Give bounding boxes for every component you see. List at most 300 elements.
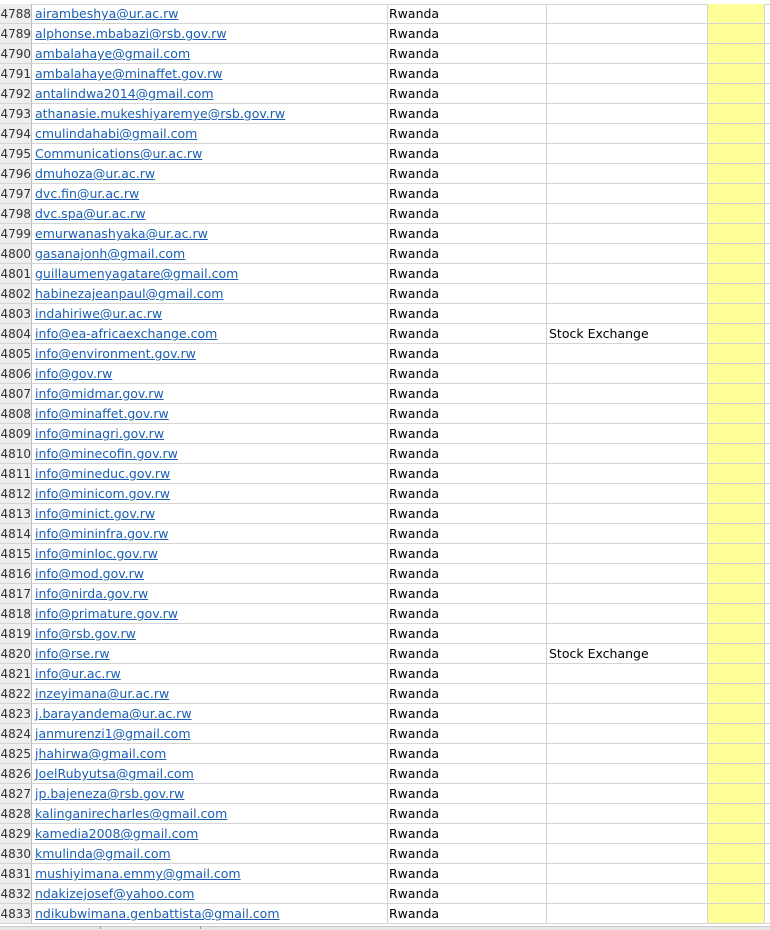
empty-cell[interactable]: [765, 444, 770, 464]
row-number[interactable]: 4805: [0, 344, 32, 364]
email-cell[interactable]: [32, 844, 388, 864]
country-cell[interactable]: Rwanda: [386, 84, 547, 104]
empty-cell[interactable]: [765, 844, 770, 864]
email-link[interactable]: dmuhoza@ur.ac.rw: [35, 166, 156, 181]
email-link[interactable]: info@ea-africaexchange.com: [35, 326, 218, 341]
country-cell[interactable]: Rwanda: [386, 24, 547, 44]
email-link[interactable]: kalinganirecharles@gmail.com: [35, 806, 228, 821]
country-cell[interactable]: Rwanda: [386, 164, 547, 184]
row-number[interactable]: 4815: [0, 544, 32, 564]
row-number[interactable]: 4818: [0, 604, 32, 624]
highlighted-cell[interactable]: [708, 244, 765, 264]
empty-cell[interactable]: [765, 624, 770, 644]
empty-cell[interactable]: [765, 784, 770, 804]
email-link[interactable]: jhahirwa@gmail.com: [35, 746, 167, 761]
row-number[interactable]: 4830: [0, 844, 32, 864]
empty-cell[interactable]: [765, 724, 770, 744]
email-link[interactable]: info@minloc.gov.rw: [35, 546, 158, 561]
country-cell[interactable]: Rwanda: [386, 544, 547, 564]
email-link[interactable]: ambalahaye@gmail.com: [35, 46, 191, 61]
country-cell[interactable]: Rwanda: [386, 424, 547, 444]
email-cell[interactable]: [32, 364, 388, 384]
email-cell[interactable]: [32, 4, 388, 24]
country-cell[interactable]: Rwanda: [386, 884, 547, 904]
country-cell[interactable]: Rwanda: [386, 644, 547, 664]
email-cell[interactable]: [32, 744, 388, 764]
email-link[interactable]: info@rse.rw: [35, 646, 110, 661]
country-cell[interactable]: Rwanda: [386, 764, 547, 784]
empty-cell[interactable]: [765, 84, 770, 104]
email-cell[interactable]: [32, 704, 388, 724]
email-link[interactable]: kmulinda@gmail.com: [35, 846, 171, 861]
email-cell[interactable]: [32, 544, 388, 564]
country-cell[interactable]: Rwanda: [386, 144, 547, 164]
email-cell[interactable]: [32, 624, 388, 644]
email-link[interactable]: info@mineduc.gov.rw: [35, 466, 171, 481]
empty-cell[interactable]: [765, 544, 770, 564]
highlighted-cell[interactable]: [708, 884, 765, 904]
empty-cell[interactable]: [765, 524, 770, 544]
country-cell[interactable]: Rwanda: [386, 704, 547, 724]
email-link[interactable]: airambeshya@ur.ac.rw: [35, 6, 179, 21]
empty-cell[interactable]: [765, 604, 770, 624]
row-number[interactable]: 4809: [0, 424, 32, 444]
empty-cell[interactable]: [765, 424, 770, 444]
email-link[interactable]: janmurenzi1@gmail.com: [35, 726, 191, 741]
row-number[interactable]: 4802: [0, 284, 32, 304]
country-cell[interactable]: Rwanda: [386, 304, 547, 324]
email-link[interactable]: info@gov.rw: [35, 366, 113, 381]
category-cell[interactable]: Stock Exchange: [546, 324, 708, 344]
highlighted-cell[interactable]: [708, 804, 765, 824]
row-number[interactable]: 4828: [0, 804, 32, 824]
row-number[interactable]: 4811: [0, 464, 32, 484]
country-cell[interactable]: Rwanda: [386, 4, 547, 24]
row-number[interactable]: 4831: [0, 864, 32, 884]
sheet-tab-bar[interactable]: [0, 926, 770, 930]
country-cell[interactable]: Rwanda: [386, 184, 547, 204]
category-cell[interactable]: [546, 224, 708, 244]
empty-cell[interactable]: [765, 904, 770, 924]
empty-cell[interactable]: [765, 24, 770, 44]
country-cell[interactable]: Rwanda: [386, 364, 547, 384]
country-cell[interactable]: Rwanda: [386, 224, 547, 244]
country-cell[interactable]: Rwanda: [386, 244, 547, 264]
empty-cell[interactable]: [765, 644, 770, 664]
category-cell[interactable]: [546, 84, 708, 104]
email-link[interactable]: JoelRubyutsa@gmail.com: [35, 766, 194, 781]
row-number[interactable]: 4812: [0, 484, 32, 504]
email-link[interactable]: kamedia2008@gmail.com: [35, 826, 199, 841]
empty-cell[interactable]: [765, 744, 770, 764]
email-link[interactable]: guillaumenyagatare@gmail.com: [35, 266, 239, 281]
email-cell[interactable]: [32, 864, 388, 884]
email-link[interactable]: cmulindahabi@gmail.com: [35, 126, 198, 141]
country-cell[interactable]: Rwanda: [386, 744, 547, 764]
email-link[interactable]: j.barayandema@ur.ac.rw: [35, 706, 192, 721]
country-cell[interactable]: Rwanda: [386, 504, 547, 524]
country-cell[interactable]: Rwanda: [386, 464, 547, 484]
row-number[interactable]: 4829: [0, 824, 32, 844]
email-cell[interactable]: [32, 104, 388, 124]
highlighted-cell[interactable]: [708, 144, 765, 164]
country-cell[interactable]: Rwanda: [386, 264, 547, 284]
empty-cell[interactable]: [765, 664, 770, 684]
email-cell[interactable]: [32, 504, 388, 524]
highlighted-cell[interactable]: [708, 824, 765, 844]
category-cell[interactable]: [546, 304, 708, 324]
email-cell[interactable]: [32, 324, 388, 344]
country-cell[interactable]: Rwanda: [386, 344, 547, 364]
empty-cell[interactable]: [765, 304, 770, 324]
empty-cell[interactable]: [765, 704, 770, 724]
category-cell[interactable]: [546, 164, 708, 184]
row-number[interactable]: 4799: [0, 224, 32, 244]
highlighted-cell[interactable]: [708, 484, 765, 504]
country-cell[interactable]: Rwanda: [386, 664, 547, 684]
category-cell[interactable]: [546, 64, 708, 84]
row-number[interactable]: 4813: [0, 504, 32, 524]
category-cell[interactable]: [546, 404, 708, 424]
email-link[interactable]: info@midmar.gov.rw: [35, 386, 164, 401]
email-cell[interactable]: [32, 764, 388, 784]
email-link[interactable]: athanasie.mukeshiyaremye@rsb.gov.rw: [35, 106, 286, 121]
email-link[interactable]: dvc.spa@ur.ac.rw: [35, 206, 146, 221]
email-cell[interactable]: [32, 264, 388, 284]
row-number[interactable]: 4824: [0, 724, 32, 744]
empty-cell[interactable]: [765, 824, 770, 844]
empty-cell[interactable]: [765, 324, 770, 344]
highlighted-cell[interactable]: [708, 304, 765, 324]
highlighted-cell[interactable]: [708, 524, 765, 544]
row-number[interactable]: 4800: [0, 244, 32, 264]
empty-cell[interactable]: [765, 684, 770, 704]
highlighted-cell[interactable]: [708, 904, 765, 924]
empty-cell[interactable]: [765, 204, 770, 224]
email-link[interactable]: info@rsb.gov.rw: [35, 626, 136, 641]
empty-cell[interactable]: [765, 4, 770, 24]
country-cell[interactable]: Rwanda: [386, 124, 547, 144]
email-link[interactable]: info@primature.gov.rw: [35, 606, 179, 621]
highlighted-cell[interactable]: [708, 84, 765, 104]
email-cell[interactable]: [32, 44, 388, 64]
empty-cell[interactable]: [765, 64, 770, 84]
category-cell[interactable]: [546, 524, 708, 544]
email-cell[interactable]: [32, 404, 388, 424]
email-link[interactable]: info@minecofin.gov.rw: [35, 446, 178, 461]
highlighted-cell[interactable]: [708, 784, 765, 804]
country-cell[interactable]: Rwanda: [386, 104, 547, 124]
email-link[interactable]: antalindwa2014@gmail.com: [35, 86, 214, 101]
category-cell[interactable]: [546, 4, 708, 24]
empty-cell[interactable]: [765, 244, 770, 264]
empty-cell[interactable]: [765, 764, 770, 784]
highlighted-cell[interactable]: [708, 624, 765, 644]
category-cell[interactable]: Stock Exchange: [546, 644, 708, 664]
row-number[interactable]: 4788: [0, 4, 32, 24]
row-number[interactable]: 4820: [0, 644, 32, 664]
email-cell[interactable]: [32, 344, 388, 364]
empty-cell[interactable]: [765, 884, 770, 904]
empty-cell[interactable]: [765, 564, 770, 584]
category-cell[interactable]: [546, 104, 708, 124]
category-cell[interactable]: [546, 544, 708, 564]
row-number[interactable]: 4823: [0, 704, 32, 724]
email-cell[interactable]: [32, 424, 388, 444]
country-cell[interactable]: Rwanda: [386, 64, 547, 84]
highlighted-cell[interactable]: [708, 4, 765, 24]
row-number[interactable]: 4804: [0, 324, 32, 344]
highlighted-cell[interactable]: [708, 64, 765, 84]
email-cell[interactable]: [32, 84, 388, 104]
country-cell[interactable]: Rwanda: [386, 864, 547, 884]
highlighted-cell[interactable]: [708, 564, 765, 584]
category-cell[interactable]: [546, 744, 708, 764]
highlighted-cell[interactable]: [708, 184, 765, 204]
email-cell[interactable]: [32, 144, 388, 164]
row-number[interactable]: 4825: [0, 744, 32, 764]
email-cell[interactable]: [32, 464, 388, 484]
country-cell[interactable]: Rwanda: [386, 484, 547, 504]
empty-cell[interactable]: [765, 504, 770, 524]
row-number[interactable]: 4798: [0, 204, 32, 224]
country-cell[interactable]: Rwanda: [386, 284, 547, 304]
email-cell[interactable]: [32, 164, 388, 184]
row-number[interactable]: 4791: [0, 64, 32, 84]
row-number[interactable]: 4797: [0, 184, 32, 204]
category-cell[interactable]: [546, 704, 708, 724]
email-cell[interactable]: [32, 904, 388, 924]
highlighted-cell[interactable]: [708, 844, 765, 864]
empty-cell[interactable]: [765, 144, 770, 164]
empty-cell[interactable]: [765, 584, 770, 604]
category-cell[interactable]: [546, 124, 708, 144]
email-cell[interactable]: [32, 204, 388, 224]
row-number[interactable]: 4801: [0, 264, 32, 284]
highlighted-cell[interactable]: [708, 344, 765, 364]
email-cell[interactable]: [32, 444, 388, 464]
email-cell[interactable]: [32, 784, 388, 804]
email-link[interactable]: info@minagri.gov.rw: [35, 426, 165, 441]
highlighted-cell[interactable]: [708, 284, 765, 304]
row-number[interactable]: 4806: [0, 364, 32, 384]
category-cell[interactable]: [546, 604, 708, 624]
country-cell[interactable]: Rwanda: [386, 844, 547, 864]
row-number[interactable]: 4790: [0, 44, 32, 64]
highlighted-cell[interactable]: [708, 224, 765, 244]
country-cell[interactable]: Rwanda: [386, 204, 547, 224]
empty-cell[interactable]: [765, 284, 770, 304]
country-cell[interactable]: Rwanda: [386, 384, 547, 404]
highlighted-cell[interactable]: [708, 744, 765, 764]
row-number[interactable]: 4792: [0, 84, 32, 104]
email-cell[interactable]: [32, 824, 388, 844]
row-number[interactable]: 4832: [0, 884, 32, 904]
category-cell[interactable]: [546, 204, 708, 224]
email-link[interactable]: mushiyimana.emmy@gmail.com: [35, 866, 241, 881]
email-cell[interactable]: [32, 64, 388, 84]
highlighted-cell[interactable]: [708, 324, 765, 344]
category-cell[interactable]: [546, 384, 708, 404]
highlighted-cell[interactable]: [708, 644, 765, 664]
email-link[interactable]: info@mod.gov.rw: [35, 566, 145, 581]
row-number[interactable]: 4816: [0, 564, 32, 584]
country-cell[interactable]: Rwanda: [386, 324, 547, 344]
email-link[interactable]: habinezajeanpaul@gmail.com: [35, 286, 224, 301]
row-number[interactable]: 4794: [0, 124, 32, 144]
highlighted-cell[interactable]: [708, 404, 765, 424]
country-cell[interactable]: Rwanda: [386, 904, 547, 924]
category-cell[interactable]: [546, 184, 708, 204]
email-cell[interactable]: [32, 184, 388, 204]
highlighted-cell[interactable]: [708, 124, 765, 144]
highlighted-cell[interactable]: [708, 724, 765, 744]
empty-cell[interactable]: [765, 104, 770, 124]
country-cell[interactable]: Rwanda: [386, 684, 547, 704]
highlighted-cell[interactable]: [708, 444, 765, 464]
email-link[interactable]: info@minicom.gov.rw: [35, 486, 171, 501]
email-cell[interactable]: [32, 884, 388, 904]
empty-cell[interactable]: [765, 224, 770, 244]
empty-cell[interactable]: [765, 384, 770, 404]
row-number[interactable]: 4796: [0, 164, 32, 184]
country-cell[interactable]: Rwanda: [386, 784, 547, 804]
country-cell[interactable]: Rwanda: [386, 444, 547, 464]
country-cell[interactable]: Rwanda: [386, 824, 547, 844]
category-cell[interactable]: [546, 684, 708, 704]
email-cell[interactable]: [32, 124, 388, 144]
country-cell[interactable]: Rwanda: [386, 404, 547, 424]
empty-cell[interactable]: [765, 364, 770, 384]
highlighted-cell[interactable]: [708, 584, 765, 604]
category-cell[interactable]: [546, 664, 708, 684]
category-cell[interactable]: [546, 884, 708, 904]
row-number[interactable]: 4803: [0, 304, 32, 324]
category-cell[interactable]: [546, 444, 708, 464]
category-cell[interactable]: [546, 844, 708, 864]
email-cell[interactable]: [32, 604, 388, 624]
empty-cell[interactable]: [765, 44, 770, 64]
category-cell[interactable]: [546, 284, 708, 304]
category-cell[interactable]: [546, 484, 708, 504]
email-link[interactable]: dvc.fin@ur.ac.rw: [35, 186, 140, 201]
highlighted-cell[interactable]: [708, 864, 765, 884]
highlighted-cell[interactable]: [708, 684, 765, 704]
category-cell[interactable]: [546, 344, 708, 364]
email-link[interactable]: info@minict.gov.rw: [35, 506, 156, 521]
highlighted-cell[interactable]: [708, 704, 765, 724]
category-cell[interactable]: [546, 784, 708, 804]
email-cell[interactable]: [32, 284, 388, 304]
email-link[interactable]: gasanajonh@gmail.com: [35, 246, 186, 261]
category-cell[interactable]: [546, 364, 708, 384]
highlighted-cell[interactable]: [708, 204, 765, 224]
email-link[interactable]: ndakizejosef@yahoo.com: [35, 886, 195, 901]
highlighted-cell[interactable]: [708, 364, 765, 384]
highlighted-cell[interactable]: [708, 504, 765, 524]
email-link[interactable]: inzeyimana@ur.ac.rw: [35, 686, 170, 701]
email-cell[interactable]: [32, 804, 388, 824]
row-number[interactable]: 4826: [0, 764, 32, 784]
email-link[interactable]: info@mininfra.gov.rw: [35, 526, 169, 541]
highlighted-cell[interactable]: [708, 544, 765, 564]
empty-cell[interactable]: [765, 804, 770, 824]
category-cell[interactable]: [546, 824, 708, 844]
row-number[interactable]: 4827: [0, 784, 32, 804]
email-link[interactable]: jp.bajeneza@rsb.gov.rw: [35, 786, 185, 801]
highlighted-cell[interactable]: [708, 764, 765, 784]
highlighted-cell[interactable]: [708, 464, 765, 484]
row-number[interactable]: 4817: [0, 584, 32, 604]
highlighted-cell[interactable]: [708, 164, 765, 184]
email-cell[interactable]: [32, 304, 388, 324]
email-cell[interactable]: [32, 524, 388, 544]
email-link[interactable]: info@ur.ac.rw: [35, 666, 121, 681]
category-cell[interactable]: [546, 764, 708, 784]
empty-cell[interactable]: [765, 124, 770, 144]
highlighted-cell[interactable]: [708, 24, 765, 44]
email-link[interactable]: ambalahaye@minaffet.gov.rw: [35, 66, 223, 81]
email-cell[interactable]: [32, 664, 388, 684]
category-cell[interactable]: [546, 44, 708, 64]
row-number[interactable]: 4821: [0, 664, 32, 684]
category-cell[interactable]: [546, 804, 708, 824]
email-cell[interactable]: [32, 384, 388, 404]
highlighted-cell[interactable]: [708, 44, 765, 64]
email-link[interactable]: ndikubwimana.genbattista@gmail.com: [35, 906, 280, 921]
category-cell[interactable]: [546, 864, 708, 884]
email-cell[interactable]: [32, 584, 388, 604]
highlighted-cell[interactable]: [708, 264, 765, 284]
email-link[interactable]: info@environment.gov.rw: [35, 346, 196, 361]
row-number[interactable]: 4795: [0, 144, 32, 164]
row-number[interactable]: 4822: [0, 684, 32, 704]
country-cell[interactable]: Rwanda: [386, 584, 547, 604]
empty-cell[interactable]: [765, 164, 770, 184]
email-cell[interactable]: [32, 244, 388, 264]
highlighted-cell[interactable]: [708, 664, 765, 684]
email-cell[interactable]: [32, 684, 388, 704]
email-link[interactable]: emurwanashyaka@ur.ac.rw: [35, 226, 208, 241]
row-number[interactable]: 4819: [0, 624, 32, 644]
country-cell[interactable]: Rwanda: [386, 624, 547, 644]
highlighted-cell[interactable]: [708, 104, 765, 124]
empty-cell[interactable]: [765, 344, 770, 364]
empty-cell[interactable]: [765, 484, 770, 504]
email-cell[interactable]: [32, 564, 388, 584]
empty-cell[interactable]: [765, 184, 770, 204]
category-cell[interactable]: [546, 904, 708, 924]
email-link[interactable]: alphonse.mbabazi@rsb.gov.rw: [35, 26, 227, 41]
email-link[interactable]: Communications@ur.ac.rw: [35, 146, 203, 161]
category-cell[interactable]: [546, 504, 708, 524]
row-number[interactable]: 4808: [0, 404, 32, 424]
country-cell[interactable]: Rwanda: [386, 604, 547, 624]
country-cell[interactable]: Rwanda: [386, 724, 547, 744]
email-cell[interactable]: [32, 644, 388, 664]
email-cell[interactable]: [32, 224, 388, 244]
row-number[interactable]: 4814: [0, 524, 32, 544]
email-link[interactable]: indahiriwe@ur.ac.rw: [35, 306, 163, 321]
empty-cell[interactable]: [765, 464, 770, 484]
email-link[interactable]: info@nirda.gov.rw: [35, 586, 149, 601]
email-cell[interactable]: [32, 484, 388, 504]
row-number[interactable]: 4833: [0, 904, 32, 924]
category-cell[interactable]: [546, 24, 708, 44]
category-cell[interactable]: [546, 724, 708, 744]
highlighted-cell[interactable]: [708, 384, 765, 404]
category-cell[interactable]: [546, 244, 708, 264]
